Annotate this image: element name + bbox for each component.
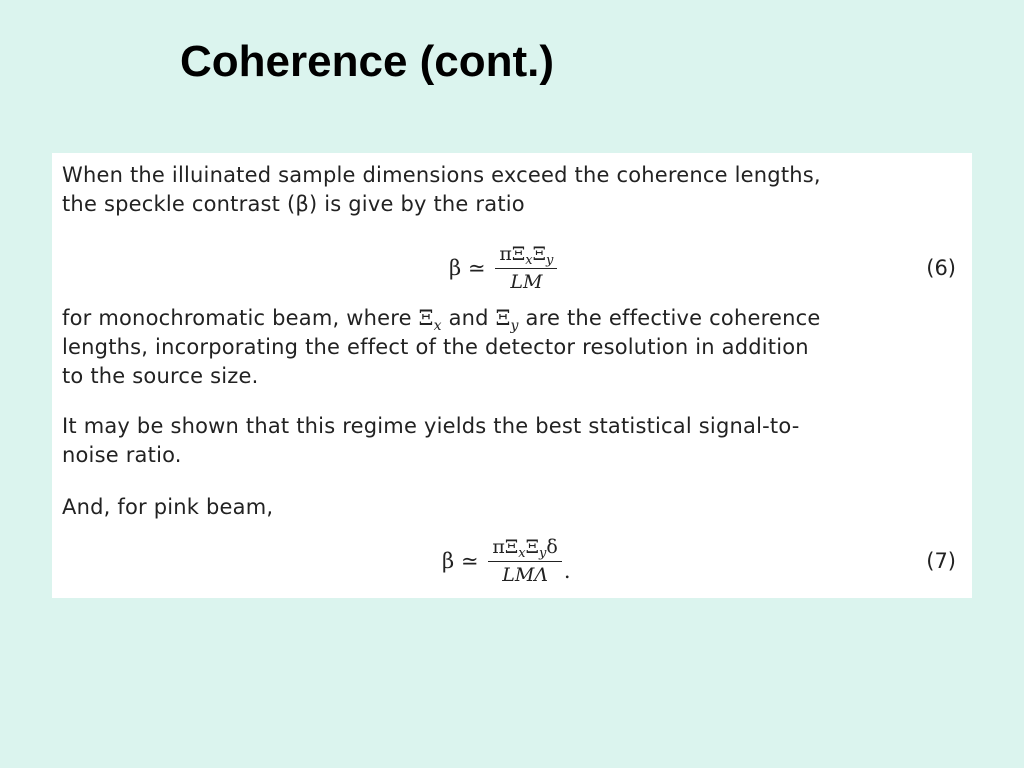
xi-symbol: Ξ — [418, 306, 434, 330]
subscript-y: y — [510, 318, 519, 334]
subscript-y: y — [539, 545, 547, 561]
equation-6-formula — [449, 238, 559, 298]
equation-7 — [52, 531, 972, 591]
equation-6-numerator — [495, 243, 557, 269]
delta-symbol: δ — [546, 535, 558, 558]
equation-7-formula — [442, 531, 571, 591]
paragraph-coherence-lengths — [62, 304, 958, 391]
paragraph-regime-line-1: It may be shown that this regime yields the best statistical signal-to- — [62, 414, 800, 438]
text-segment: and — [441, 306, 496, 330]
paragraph-pink-beam — [62, 493, 958, 522]
paragraph-pink-beam-line-1: And, for pink beam, — [62, 495, 274, 519]
subscript-x: x — [433, 318, 442, 334]
equation-7-denominator: LMΛ — [502, 563, 549, 586]
paragraph-coherence-lengths-line-2: lengths, incorporating the effect of the detector resolution in addition — [62, 335, 809, 359]
equation-6-denominator: LM — [510, 270, 543, 293]
equation-7-fraction — [488, 536, 561, 587]
equation-6-number: (6) — [926, 256, 956, 280]
equation-7-number: (7) — [926, 549, 956, 573]
paragraph-intro-line-2: the speckle contrast (β) is give by the ratio — [62, 192, 525, 216]
text-segment: for monochromatic beam, where — [62, 306, 419, 330]
equation-7-period: . — [563, 559, 571, 583]
subscript-x: x — [525, 252, 533, 268]
equation-6-lhs: β ≃ — [449, 256, 486, 280]
equation-6-fraction — [495, 243, 557, 294]
content-panel — [52, 153, 972, 598]
paragraph-intro — [62, 161, 958, 219]
xi-symbol: Ξ — [525, 535, 540, 558]
equation-6 — [52, 238, 972, 298]
text-segment: are the effective coherence — [518, 306, 821, 330]
subscript-y: y — [546, 252, 554, 268]
paragraph-intro-line-1: When the illuinated sample dimensions exceed the coherence lengths, — [62, 163, 821, 187]
paragraph-regime-line-2: noise ratio. — [62, 443, 182, 467]
xi-symbol: Ξ — [511, 242, 526, 265]
paragraph-coherence-lengths-line-1 — [62, 304, 958, 333]
equation-7-numerator — [488, 536, 561, 562]
slide-title: Coherence (cont.) — [180, 37, 555, 86]
subscript-x: x — [518, 545, 526, 561]
xi-symbol: Ξ — [495, 306, 511, 330]
pi-symbol: π — [492, 535, 505, 558]
xi-symbol: Ξ — [504, 535, 519, 558]
paragraph-coherence-lengths-line-3: to the source size. — [62, 364, 259, 388]
paragraph-regime — [62, 412, 958, 470]
pi-symbol: π — [499, 242, 512, 265]
equation-7-lhs: β ≃ — [442, 549, 479, 573]
xi-symbol: Ξ — [532, 242, 547, 265]
